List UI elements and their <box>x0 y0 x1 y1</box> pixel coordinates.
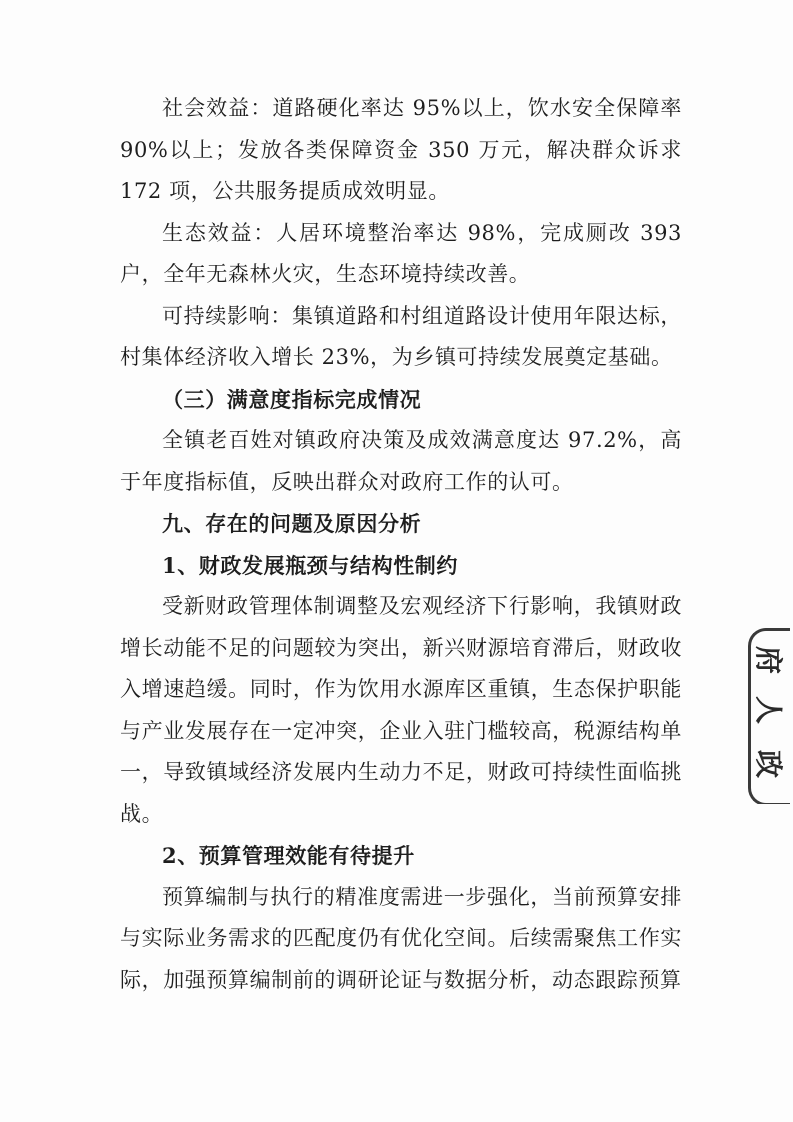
heading-fiscal-bottleneck: 1、财政发展瓶颈与结构性制约 <box>162 552 459 578</box>
paragraph-ecological-benefit: 生态效益：人居环境整治率达 98%，完成厕改 393 户，全年无森林火灾，生态环境持续改善。 <box>120 220 682 286</box>
paragraph-satisfaction: 全镇老百姓对镇政府决策及成效满意度达 97.2%，高于年度指标值，反映出群众对政府工作的认可。 <box>120 428 682 494</box>
paragraph-fiscal-bottleneck: 受新财政管理体制调整及宏观经济下行影响，我镇财政增长动能不足的问题较为突出，新兴财源培育滞后，财政收入增速趋缓。同时，作为饮用水源库区重镇，生态保护职能与产业发展存在一定冲突，企业入驻门槛较高，税源结构单一，导致镇域经济发展内生动力不足，财政可持续性面临挑战。 <box>120 594 682 826</box>
paragraph-sustainable-impact: 可持续影响：集镇道路和村组道路设计使用年限达标，村集体经济收入增长 23%，为乡镇可持续发展奠定基础。 <box>120 303 682 369</box>
paragraph-social-benefit: 社会效益：道路硬化率达 95%以上，饮水安全保障率 90%以上；发放各类保障资金 350 万元，解决群众诉求 172 项，公共服务提质成效明显。 <box>120 96 682 203</box>
heading-satisfaction: （三）满意度指标完成情况 <box>162 386 422 412</box>
seal-stamp-partial: 府 人 政 <box>742 626 790 804</box>
paragraph-budget-efficiency: 预算编制与执行的精准度需进一步强化，当前预算安排与实际业务需求的匹配度仍有优化空间。后续需聚焦工作实际，加强预算编制前的调研论证与数据分析，动态跟踪预算 <box>120 884 682 992</box>
document-body <box>120 88 682 1001</box>
heading-budget-efficiency: 2、预算管理效能有待提升 <box>162 843 415 868</box>
heading-problems: 九、存在的问题及原因分析 <box>162 511 422 536</box>
